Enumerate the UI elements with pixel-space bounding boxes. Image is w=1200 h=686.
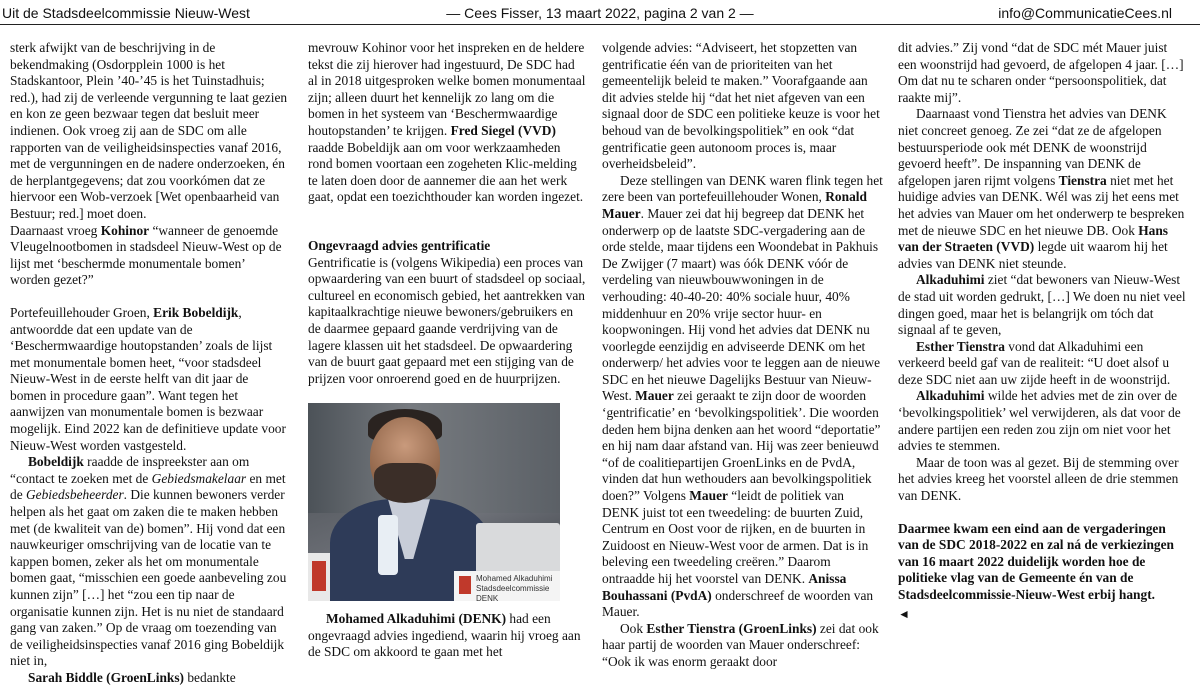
paragraph: Daarnaast vond Tienstra het advies van DENK niet concreet genoeg. Ze zei “dat ze de afgelopen bestuursperiode ook mét DENK de woonstrijd gevoerd heeft”. De inspanning van DENK de afgelopen jaren rijmt volgens Tienstra niet met het huidige advies van DENK. Wél was zij het eens met het advies van Mauer om het onderwerp te bespreken met de nieuwe SDC en het nieuwe DB. Ook Hans van der Straeten (VVD) legde uit waarom hij het advies van DENK niet steunde. [898,106,1185,271]
speaker-name: Ronald Mauer [602,189,867,221]
paragraph: Maar de toon was al gezet. Bij de stemming over het advies kreeg het voorstel alleen de drie stemmen van DENK. [898,454,1179,504]
header-email-link[interactable]: info@CommunicatieCees.nl [998,5,1172,21]
paragraph: mevrouw Kohinor voor het inspreken en de heldere tekst die zij hierover had ingestuurd, De SDC had al in 2018 uitgesproken welke bomen monumentaal zijn; alleen duurt het kennelijk zo lang om die bomen in het systeem van ‘Beschermwaardige houtopstanden’ te krijgen. Fred Siegel (VVD) raadde Bobeldijk aan om voor werkzaamheden rond bomen voortaan een zogeheten Klic-melding te laten doen door de aannemer die aan het werk gaat, opdat een toezichthouder kan worden ingezet. [308,40,586,205]
speaker-photo [308,403,560,601]
page-header [0,0,1200,25]
speaker-name: Fred Siegel (VVD) [450,122,556,138]
paragraph: Daarnaast vroeg Kohinor “wanneer de genoemde Vleugelnootbomen in stadsdeel Nieuw-West op de lijst met ‘beschermde monumentale bomen’ worden gezet?” [10,222,282,288]
paragraph: Portefeuillehouder Groen, Erik Bobeldijk, antwoordde dat een update van de ‘Beschermwaardige houtopstanden’ zoals de lijst met monumentale bomen heet, “voor stadsdeel Nieuw-West in de eerste helft van dit jaar de bomen in procedure gaan”. Want tegen het aanwijzen van monumentale bomen is bezwaar mogelijk. Eind 2022 kan de definitieve update voor Nieuw-West worden vastgesteld. [10,304,286,453]
header-publication: Uit de Stadsdeelcommissie Nieuw-West [2,5,250,21]
speaker-name: Esther Tienstra (GroenLinks) [646,620,817,636]
paragraph: dit advies.” Zij vond “dat de SDC mét Mauer juist een woonstrijd had gevoerd, de afgelopen 4 jaar. […] Om dat nu te scharen onder “persoonspolitiek, dat raakte mij”. [898,40,1184,105]
speaker-name: Mohamed Alkaduhimi (DENK) [326,611,507,627]
speaker-name: Hans van der Straeten (VVD) [898,222,1169,255]
article-column-4 [898,40,1188,686]
speaker-name: Anissa Bouhassani (PvdA) [602,571,847,603]
paragraph: Bobeldijk raadde de inspreekster aan om “contact te zoeken met de Gebiedsmakelaar en met de Gebiedsbeheerder. Die kunnen bewoners verder helpen als het gaat om zaken die te maken hebben met (de kwaliteit van de) bomen”. Hij vond dat een nauwkeuriger omschrijving van de locatie van te kappen bomen, zeker als het om monumentale bomen gaat, “misschien een goede aanbeveling zou kunnen zijn” […] het “zou een tip naar de organisatie kunnen zijn. Het is nu niet de standaard gang van zaken.” Op de vraag om toezending van de veiligheidsinspecties vanaf 2016 ging Bobeldijk niet in, [10,454,287,669]
speaker-name: Esther Tienstra [916,338,1005,354]
paragraph: Sarah Biddle (GroenLinks) bedankte [28,669,236,685]
article-column-1 [10,40,288,686]
paragraph: Alkaduhimi wilde het advies met de zin over de ‘bevolkingspolitiek’ wel verwijderen, als dat voor de andere partijen een reden zou zijn om niet voor het advies te stemmen. [898,388,1181,454]
paragraph: Deze stellingen van DENK waren flink tegen het zere been van portefeuillehouder Wonen, Ronald Mauer. Mauer zei dat hij begreep dat DENK het onderwerp op de laatste SDC-vergadering aan de orde stelde, maar tijdens een Woondebat in Pakhuis De Zwijger (7 maart) was óók DENK vóór de verdeling van nieuwbouwwoningen in de verhouding: 40-40-20: 40% sociale huur, 40% middenhuur en 20% vrije sector huur- en koopwoningen. Hij vond het advies dat DENK nu voorlegde eenzijdig en adviseerde DENK om het onderwerp/ het advies voor te leggen aan de nieuwe SDC en het nieuwe Dagelijks Bestuur van Nieuw-West. Mauer zei geraakt te zijn door de woorden ‘gentrificatie’ en ‘bevolkingspolitiek’. Die woorden deden hem bijna denken aan het woord “deportatie” en hij nam daar afstand van. Hij was zeer benieuwd “of de coalitiepartijen GroenLinks en de PvdA, vinden dat hun wethouders aan bevolkingspolitiek doen?” Volgens Mauer “leidt de politiek van DENK juist tot een tweedeling: de buurten Zuid, Centrum en Oost voor de rijken, en de buurten in Zuidoost en Nieuw-West voor de armen. Dat is in beleving een tweedeling creëren.” Daarom ontraadde hij het voorstel van DENK. Anissa Bouhassani (PvdA) onderschreef de woorden van Mauer. [602,172,883,620]
article-column-2 [308,40,586,686]
article-column-3 [602,40,884,686]
paragraph: Alkaduhimi ziet “dat bewoners van Nieuw-West de stad uit worden gedrukt, […] We doen nu niet veel dingen goed, maar het is belangrijk om tóch dat signaal af te geven, [898,272,1186,338]
section-heading: Ongevraagd advies gentrificatie [308,237,491,253]
photo-nameplate: Mohamed Alkaduhimi Stadsdeelcommissie DENK [454,571,560,601]
closing-statement: Daarmee kwam een eind aan de vergaderingen van de SDC 2018-2022 en zal ná de verkiezingen van 16 maart 2022 duidelijk worden hoe de politieke vlag van de Gemeente én van de Stadsdeelcommissie-Nieuw-West erbij hangt. [898,520,1174,602]
speaker-name: Alkaduhimi [916,272,985,288]
speaker-name: Alkaduhimi [916,388,985,404]
end-of-article-icon: ◄ [898,606,910,621]
speaker-name: Erik Bobeldijk [153,304,239,320]
paragraph: Ook Esther Tienstra (GroenLinks) zei dat ook haar partij de woorden van Mauer onderschreef: “Ook ik was enorm geraakt door [602,620,879,669]
paragraph: sterk afwijkt van de beschrijving in de bekendmaking (Osdorpplein 1000 is het Stadskantoor, Plein ’40-’45 is het Tuinstadhuis; red.), had zij de verleende vergunning te laat gezien en kon ze geen bezwaar tegen dat besluit meer indienen. Ook vroeg zij aan de SDC om alle rapporten van de veiligheidsinspecties vanaf 2016, met de vergunningen en de nadere onderzoeken, én de herplantgegevens; dat zou voorkómen dat ze hiervoor een Wob-verzoek [Wet openbaarheid van Bestuur; red.] moet doen. [10,40,288,221]
paragraph: Gentrificatie is (volgens Wikipedia) een proces van opwaardering van een buurt of stadsdeel op sociaal, cultureel en economisch gebied, het aantrekken van kapitaalkrachtige nieuwe bewoners/gebruikers en de daarmee gepaard gaande verdrijving van de lagere klassen uit het stadsdeel. De opwaardering van de buurt gaat gepaard met een stijging van de prijzen voor onroerend goed en de huurprijzen. [308,254,586,386]
paragraph: Esther Tienstra vond dat Alkaduhimi een verkeerd beeld gaf van de realiteit: “U doet alsof u deze SDC niet aan uw zijde heeft in de woonstrijd. [898,338,1171,387]
paragraph: Mohamed Alkaduhimi (DENK) had een ongevraagd advies ingediend, waarin hij vroeg aan de SDC om akkoord te gaan met het [308,611,581,660]
speaker-name: Bobeldijk [28,454,84,470]
speaker-name: Kohinor [100,222,150,238]
speaker-name: Sarah Biddle (GroenLinks) [28,669,185,685]
speaker-name: Mauer [635,388,674,404]
paragraph: volgende advies: “Adviseert, het stopzetten van gentrificatie één van de prioriteiten van het gemeentelijk beleid te maken.” Voorafgaande aan dit advies stelde hij “dat het niet afgeven van een signaal door de SDC een politieke keuze is voor het behoud van de bevolkingspolitiek” en ook “dat gentrificatie geen autonoom proces is, maar overheidsbeleid”. [602,40,880,172]
header-byline: — Cees Fisser, 13 maart 2022, pagina 2 van 2 — [446,5,754,21]
speaker-name: Tienstra [1058,172,1107,188]
speaker-name: Mauer [689,488,728,504]
